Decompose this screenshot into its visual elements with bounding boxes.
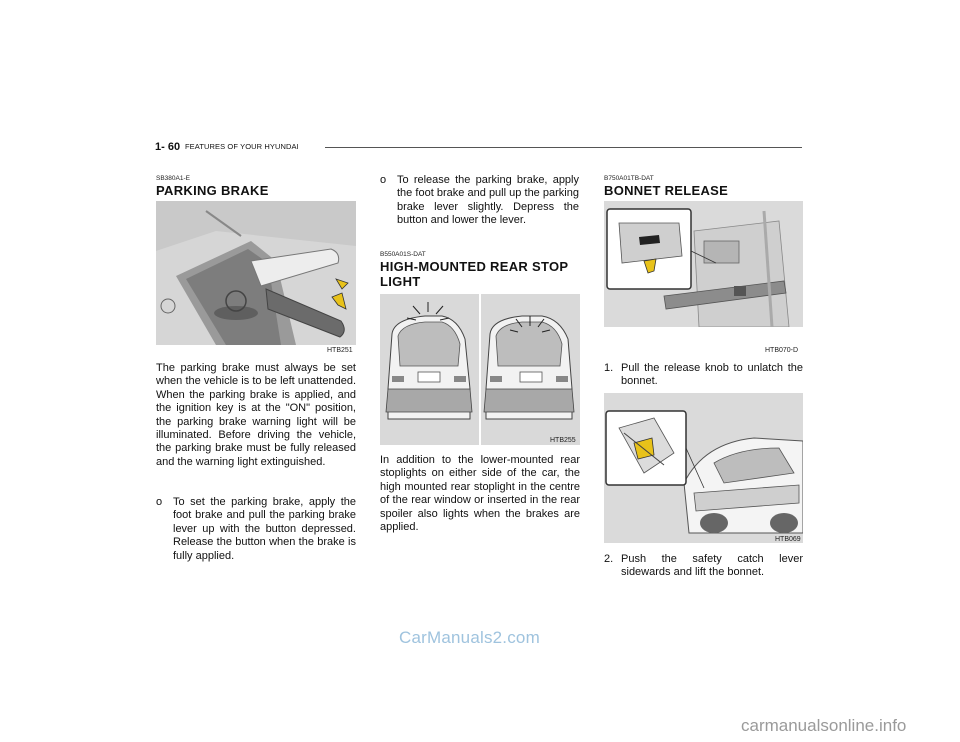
page-header xyxy=(155,141,802,155)
bonnet-catch-figure-label: HTB069 xyxy=(775,536,801,543)
stoplight-paragraph: In addition to the lower-mounted rear stoplights on either side of the car, the high mounted rear stoplight in the centre of the rear window or inserted in the rear spoiler also lights when the brakes are applied. xyxy=(380,454,580,534)
bonnet-step-2 xyxy=(604,553,803,580)
bonnet-release-figure xyxy=(604,201,803,327)
page-number: 1- 60 xyxy=(155,141,181,153)
step-number: 2. xyxy=(604,553,614,565)
parking-brake-figure xyxy=(156,201,356,345)
parking-brake-figure-label: HTB251 xyxy=(327,347,353,354)
parking-brake-heading: PARKING BRAKE xyxy=(156,183,269,198)
bullet-text: To set the parking brake, apply the foot brake and pull the parking brake lever up with the button depressed. Release the button when the brake is fully applied. xyxy=(173,496,356,562)
stoplight-figure xyxy=(380,294,580,445)
watermark-link[interactable]: CarManuals2.com xyxy=(399,628,540,647)
parking-brake-release-bullet xyxy=(380,174,579,228)
section-title: FEATURES OF YOUR HYUNDAI xyxy=(185,142,299,151)
bonnet-code: B750A01TB-DAT xyxy=(604,175,654,182)
stoplight-code: B550A01S-DAT xyxy=(380,251,426,258)
bullet-mark: o xyxy=(380,174,387,186)
stoplight-figure-label: HTB255 xyxy=(550,437,576,444)
bonnet-release-figure-label: HTB070-D xyxy=(765,347,799,354)
step-text: Push the safety catch lever sidewards and lift the bonnet. xyxy=(621,553,803,579)
parking-brake-code: SB380A1-E xyxy=(156,175,190,182)
parking-brake-set-bullet xyxy=(156,496,356,563)
header-rule xyxy=(325,147,802,148)
parking-brake-paragraph: The parking brake must always be set when the vehicle is to be left unattended. When the parking brake is applied, and the ignition key is at the "ON" position, the parking brake warning light will be illuminated. Before driving the vehicle, the parking brake must be fully released and the warning light extinguished. xyxy=(156,362,356,468)
bonnet-step-1 xyxy=(604,362,803,389)
step-text: Pull the release knob to unlatch the bonnet. xyxy=(621,362,803,388)
bonnet-catch-figure xyxy=(604,393,803,543)
step-number: 1. xyxy=(604,362,614,374)
bullet-text: To release the parking brake, apply the foot brake and pull up the parking brake lever slightly. Depress the button and lower the lever. xyxy=(397,174,579,227)
bonnet-heading: BONNET RELEASE xyxy=(604,183,729,198)
footer-watermark: carmanualsonline.info xyxy=(741,716,907,735)
stoplight-heading: HIGH-MOUNTED REAR STOP LIGHT xyxy=(380,259,569,289)
bullet-mark: o xyxy=(156,496,163,508)
